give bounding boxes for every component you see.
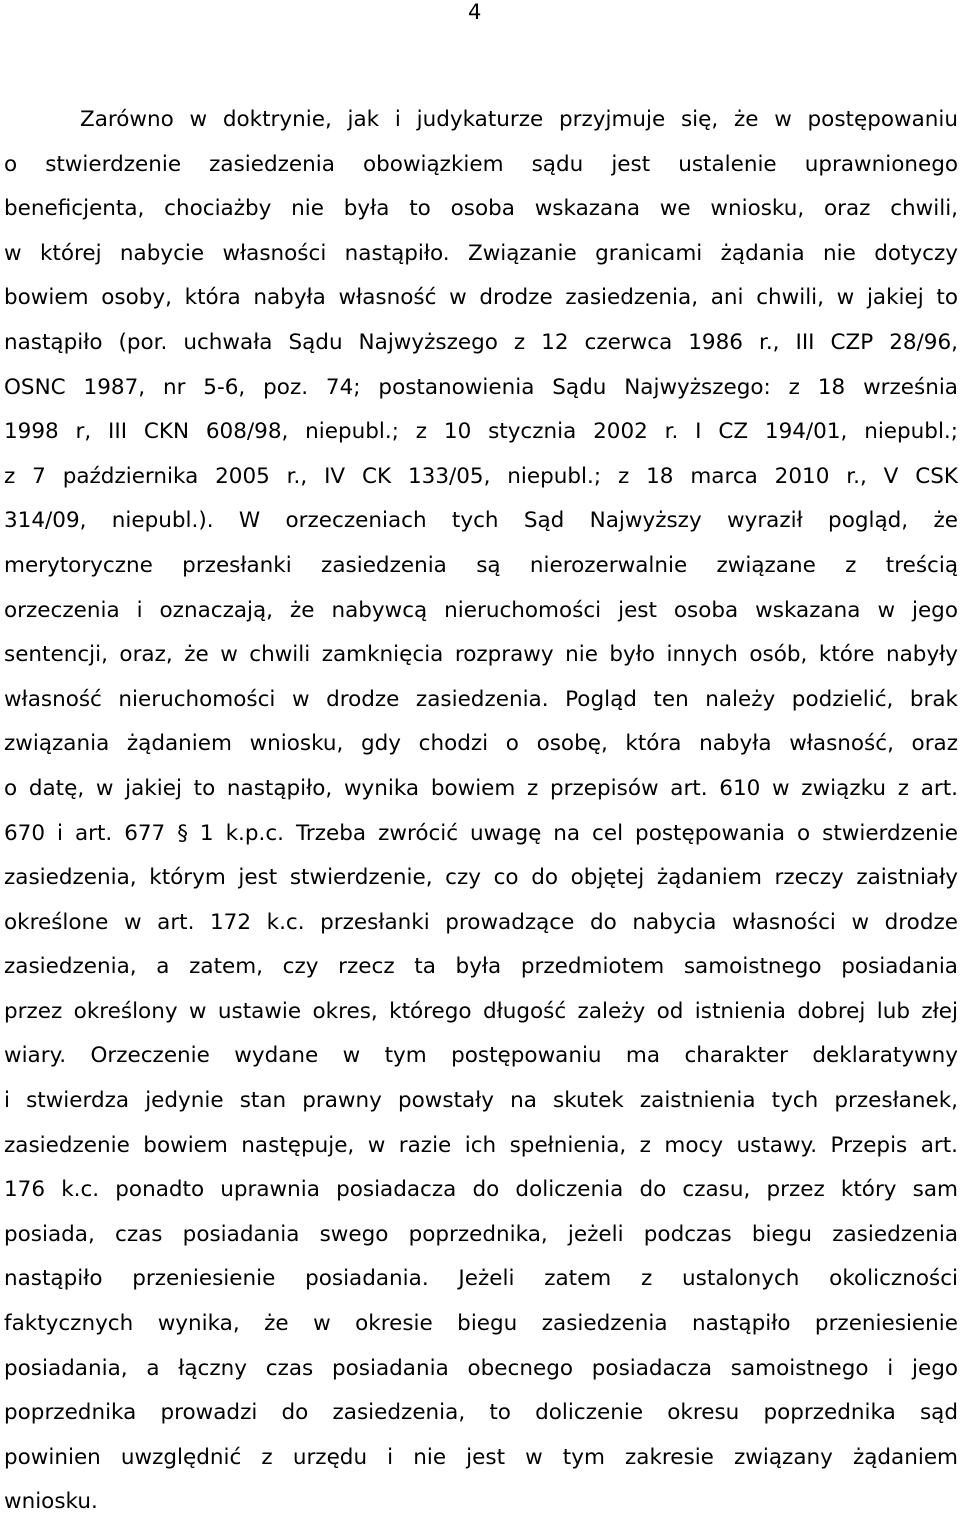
text-line: 670 i art. 677 § 1 k.p.c. Trzeba zwrócić uwagę na cel postępowania o stwierdzenie [4,820,958,846]
text-line: posiadania, a łączny czas posiadania obecnego posiadacza samoistnego i jego [4,1355,958,1381]
text-line: przez określony w ustawie okres, którego długość zależy od istnienia dobrej lub złej [4,998,958,1024]
text-line: sentencji, oraz, że w chwili zamknięcia rozprawy nie było innych osób, które nabyły [4,642,958,668]
page-number: 4 [468,0,482,24]
text-line: związania żądaniem wniosku, gdy chodzi o osobę, która nabyła własność, oraz [4,731,958,757]
text-line: 1998 r, III CKN 608/98, niepubl.; z 10 stycznia 2002 r. I CZ 194/01, niepubl.; [4,419,958,445]
text-line: własność nieruchomości w drodze zasiedzenia. Pogląd ten należy podzielić, brak [4,686,958,712]
text-line: zasiedzenia, a zatem, czy rzecz ta była przedmiotem samoistnego posiadania [4,954,958,980]
text-line: bowiem osoby, która nabyła własność w drodze zasiedzenia, ani chwili, w jakiej to [4,285,958,311]
text-line: Zarówno w doktrynie, jak i judykaturze przyjmuje się, że w postępowaniu [80,107,958,132]
text-line: określone w art. 172 k.c. przesłanki prowadzące do nabycia własności w drodze [4,909,958,935]
text-line: o datę, w jakiej to nastąpiło, wynika bowiem z przepisów art. 610 w związku z art. [4,775,958,801]
body-paragraph [4,98,958,1525]
text-line: z 7 października 2005 r., IV CK 133/05, niepubl.; z 18 marca 2010 r., V CSK [4,463,958,489]
text-line: OSNC 1987, nr 5-6, poz. 74; postanowienia Sądu Najwyższego: z 18 września [4,374,958,400]
text-line: faktycznych wynika, że w okresie biegu zasiedzenia nastąpiło przeniesienie [4,1311,958,1337]
text-line: orzeczenia i oznaczają, że nabywcą nieruchomości jest osoba wskazana w jego [4,597,958,623]
text-line: posiada, czas posiadania swego poprzednika, jeżeli podczas biegu zasiedzenia [4,1221,958,1247]
text-line: wniosku. [4,1489,98,1515]
text-line: 314/09, niepubl.). W orzeczeniach tych Sąd Najwyższy wyraził pogląd, że [4,508,958,534]
text-line: o stwierdzenie zasiedzenia obowiązkiem sądu jest ustalenie uprawnionego [4,151,958,177]
text-line: 176 k.c. ponadto uprawnia posiadacza do doliczenia do czasu, przez który sam [4,1177,958,1203]
text-line: poprzednika prowadzi do zasiedzenia, to doliczenie okresu poprzednika sąd [4,1400,958,1426]
text-line: beneficjenta, chociażby nie była to osoba wskazana we wniosku, oraz chwili, [4,196,958,222]
text-line: w której nabycie własności nastąpiło. Związanie granicami żądania nie dotyczy [4,240,958,266]
text-line: nastąpiło przeniesienie posiadania. Jeżeli zatem z ustalonych okoliczności [4,1266,958,1292]
text-line: zasiedzenie bowiem następuje, w razie ich spełnienia, z mocy ustawy. Przepis art. [4,1132,958,1158]
text-line: i stwierdza jedynie stan prawny powstały na skutek zaistnienia tych przesłanek, [4,1088,958,1114]
text-line: powinien uwzględnić z urzędu i nie jest w tym zakresie związany żądaniem [4,1444,958,1470]
text-line: nastąpiło (por. uchwała Sądu Najwyższego z 12 czerwca 1986 r., III CZP 28/96, [4,329,958,355]
text-line: wiary. Orzeczenie wydane w tym postępowaniu ma charakter deklaratywny [4,1043,958,1069]
text-line: merytoryczne przesłanki zasiedzenia są nierozerwalnie związane z treścią [4,552,958,578]
text-line: zasiedzenia, którym jest stwierdzenie, czy co do objętej żądaniem rzeczy zaistniały [4,865,958,891]
